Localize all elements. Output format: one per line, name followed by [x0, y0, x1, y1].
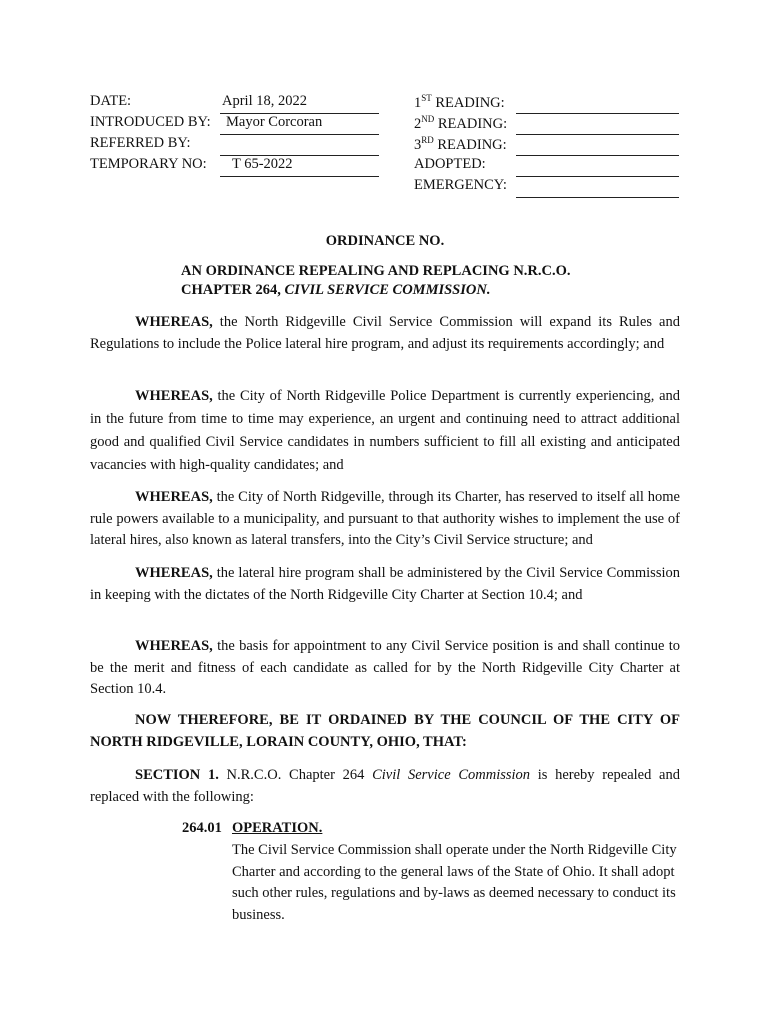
adopted-rule — [516, 176, 679, 177]
whereas-clause — [90, 636, 680, 701]
whereas-text: the basis for appointment to any Civil Service position is and shall continue to be the merit and fitness of each candidate as called for by the North Ridgeville City Charter at Section 10.4. — [90, 638, 680, 697]
whereas-clause — [90, 312, 680, 355]
ordinance-title-line1: AN ORDINANCE REPEALING AND REPLACING N.R.C.O. — [181, 263, 571, 279]
emergency-label: EMERGENCY: — [414, 177, 507, 193]
second-reading-label: 2ND READING: — [414, 114, 508, 132]
whereas-lead: WHEREAS, — [135, 489, 213, 505]
adopted-label: ADOPTED: — [414, 156, 486, 172]
whereas-text: the lateral hire program shall be administered by the Civil Service Commission in keeping with the dictates of the North Ridgeville City Charter at Section 10.4; and — [90, 565, 680, 603]
now-therefore-clause: NOW THEREFORE, BE IT ORDAINED BY THE COUNCIL OF THE CITY OF NORTH RIDGEVILLE, LORAIN COUNTY, OHIO, THAT: — [90, 712, 680, 750]
temporary-no-value: T 65-2022 — [232, 156, 293, 172]
introduced-by-label: INTRODUCED BY: — [90, 114, 211, 130]
temporary-no-rule — [220, 176, 379, 177]
date-label: DATE: — [90, 93, 132, 109]
referred-by-label: REFERRED BY: — [90, 135, 191, 151]
whereas-lead: WHEREAS, — [135, 314, 213, 330]
whereas-clause — [90, 385, 680, 477]
ordinance-title-line2: CHAPTER 264, CIVIL SERVICE COMMISSION. — [181, 282, 491, 298]
second-reading-rule — [516, 134, 679, 135]
whereas-text: the City of North Ridgeville Police Department is currently experiencing, and in the future from time to time may experience, an urgent and continuing need to attract additional good and qualified Civil Service candidates in numbers sufficient to fill all existing and anticipated vacancies with high-quality candidates; and — [90, 388, 680, 473]
emergency-rule — [516, 197, 679, 198]
introduced-by-value: Mayor Corcoran — [226, 114, 323, 130]
subsection-title: OPERATION. — [232, 820, 323, 836]
first-reading-label: 1ST READING: — [414, 93, 505, 111]
first-reading-rule — [516, 113, 679, 114]
subsection-number: 264.01 — [182, 820, 222, 836]
whereas-lead: WHEREAS, — [135, 565, 213, 581]
whereas-clause — [90, 487, 680, 552]
whereas-text: the City of North Ridgeville, through its Charter, has reserved to itself all home rule powers available to a municipality, and pursuant to that authority wishes to implement the use of lateral hires, also known as lateral transfers, into the City’s Civil Service structure; and — [90, 489, 680, 548]
third-reading-label: 3RD READING: — [414, 135, 507, 153]
temporary-no-label: TEMPORARY NO: — [90, 156, 207, 172]
third-reading-rule — [516, 155, 679, 156]
whereas-clause — [90, 563, 680, 606]
section-1: SECTION 1. N.R.C.O. Chapter 264 Civil Service Commission is hereby repealed and replaced with the following: — [90, 767, 680, 805]
date-value: April 18, 2022 — [222, 93, 307, 109]
whereas-lead: WHEREAS, — [135, 388, 213, 404]
whereas-text: the North Ridgeville Civil Service Commission will expand its Rules and Regulations to include the Police lateral hire program, and adjust its requirements accordingly; and — [90, 314, 680, 352]
subsection-body: The Civil Service Commission shall operate under the North Ridgeville City Charter and according to the general laws of the State of Ohio. It shall adopt such other rules, regulations and by-laws as deemed necessary to conduct its business. — [232, 842, 677, 923]
section-1-lead: SECTION 1. — [135, 767, 219, 783]
introduced-by-rule — [220, 134, 379, 135]
whereas-lead: WHEREAS, — [135, 638, 213, 654]
ordinance-number: ORDINANCE NO. — [325, 233, 445, 249]
